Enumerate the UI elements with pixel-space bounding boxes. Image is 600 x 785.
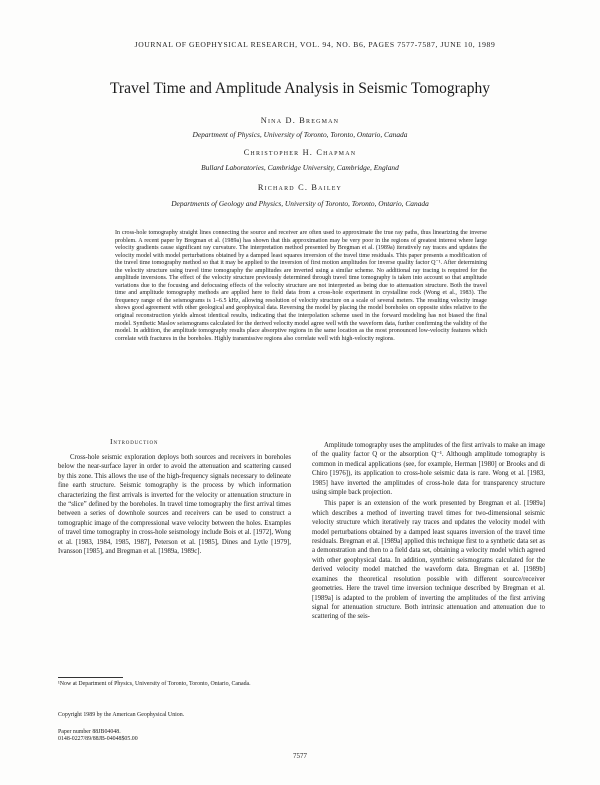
body-paragraph: Amplitude tomography uses the amplitudes of the first arrivals to make an image of the quality factor Q or the absorption Q⁻¹. Although amplitude tomography is common in medical applications (see, for example, Herman [1980] or Brooks and di Chiro [1976]), its application to cross-hole seismic data is rare. Wong et al. [1983, 1985] have inverted the amplitudes of cross-hole data for transparency structure using simple back projection. [312,442,545,497]
footnote-divider [58,677,123,678]
body-paragraph: This paper is an extension of the work presented by Bregman et al. [1989a] which describes a method of inverting travel times for two-dimensional seismic velocity structure which iteratively ray traces and updates the velocity model with model perturbations obtained by a damped least squares inversion of the travel time residuals. Bregman et al. [1989a] applied this technique first to a synthetic data set as a demonstration and then to a field data set, obtaining a velocity model which agreed with other geophysical data. In addition, synthetic seismograms calculated for the derived velocity model matched the waveform data. Bregman et al. [1989b] examines the theoretical resolution possible with different source/receiver geometries. Here the travel time inversion technique described by Bregman et al. [1989a] is adapted to the problem of inverting the amplitudes of the first arriving signal for attenuation structure. Both intrinsic attenuation and attenuation due to scattering of the seis- [312,500,545,621]
section-heading: Introduction [110,437,159,446]
abstract: In cross-hole tomography straight lines connecting the source and receiver are often used to approximate the true ray paths, thus linearizing the inverse problem. A recent paper by Bregman et al. (1989a) has shown that this approximation may be very poor in the regions of greatest interest where large velocity gradients cause significant ray curvature. The interpretation method presented by Bregman et al. (1989a) iteratively ray traces and updates the velocity model with model perturbations obtained by a damped least squares inversion of the travel time residuals. This paper presents a modification of the travel time tomography method so that it may be applied to the inversion of first motion amplitudes for inverse quality factor Q⁻¹. After determining the velocity structure using travel time tomography the amplitudes are inverted using a similar scheme. No additional ray tracing is required for the amplitude inversions. The effect of the velocity structure previously determined through travel time tomography is taken into account so that amplitude variations due to the focusing and defocusing effects of the velocity structure are not interpreted as being due to attenuation structure. Both the travel time and amplitude tomography methods are applied here to field data from a cross-hole experiment in crystalline rock (Wong et al., 1983). The frequency range of the seismograms is 1–6.5 kHz, allowing resolution of velocity structure on a scale of several meters. The resulting velocity image shows good agreement with other geological and geophysical data. Reversing the model by placing the model boreholes on opposite sides relative to the original reconstruction yields almost identical results, indicating that the interpolation scheme used in the forward modeling has not biased the final model. Synthetic Maslov seismograms calculated for the derived velocity model agree well with the waveform data, further confirming the validity of the model. In addition, the amplitude tomography results place absorptive regions in the same location as the most pronounced low-velocity features which correlate with fractures in the boreholes. Highly transmissive regions also correlate well with high-velocity regions. [115,230,487,342]
article-code: 0148-0227/89/88JB-04048$05.00 [58,736,138,743]
paper-number-block [58,729,291,744]
copyright-notice: Copyright 1989 by the American Geophysical Union. [58,712,185,718]
paper-number: Paper number 88JB04048. [58,729,121,735]
author-name: Nina D. Bregman [260,116,340,125]
page-number: 7577 [293,752,307,760]
paper-title: Travel Time and Amplitude Analysis in Seismic Tomography [110,80,490,97]
body-paragraph: Cross-hole seismic exploration deploys both sources and receivers in boreholes below the near-surface layer in order to avoid the attenuation and scattering caused by this zone. This allows the use of the high-frequency signals necessary to delineate fine earth structure. Seismic tomography is the process by which information characterizing the first arrivals is inverted for the velocity or attenuation structure in the “slice” defined by the boreholes. In travel time tomography the first arrival times between a series of downhole sources and receivers can be used to construct a tomographic image of the compressional wave velocity between the holes. Examples of travel time tomography in cross-hole seismology include Bois et al. [1972], Wong et al. [1983, 1984, 1985, 1987], Peterson et al. [1985], Dines and Lytle [1979], Ivansson [1985], and Bregman et al. [1989a, 1989c]. [58,454,291,556]
author-affiliation: Departments of Geology and Physics, University of Toronto, Toronto, Ontario, Canada [171,199,429,208]
author-affiliation: Bullard Laboratories, Cambridge University, Cambridge, England [201,163,399,172]
right-column [312,441,545,622]
author-name: Christopher H. Chapman [243,148,357,157]
author-affiliation: Department of Physics, University of Toronto, Toronto, Ontario, Canada [192,130,408,139]
left-column [58,453,291,556]
footnote: ¹Now at Department of Physics, University of Toronto, Toronto, Ontario, Canada. [58,681,251,687]
running-head: JOURNAL OF GEOPHYSICAL RESEARCH, VOL. 94, NO. B6, PAGES 7577-7587, JUNE 10, 1989 [134,40,496,49]
author-name: Richard C. Bailey [257,183,343,192]
